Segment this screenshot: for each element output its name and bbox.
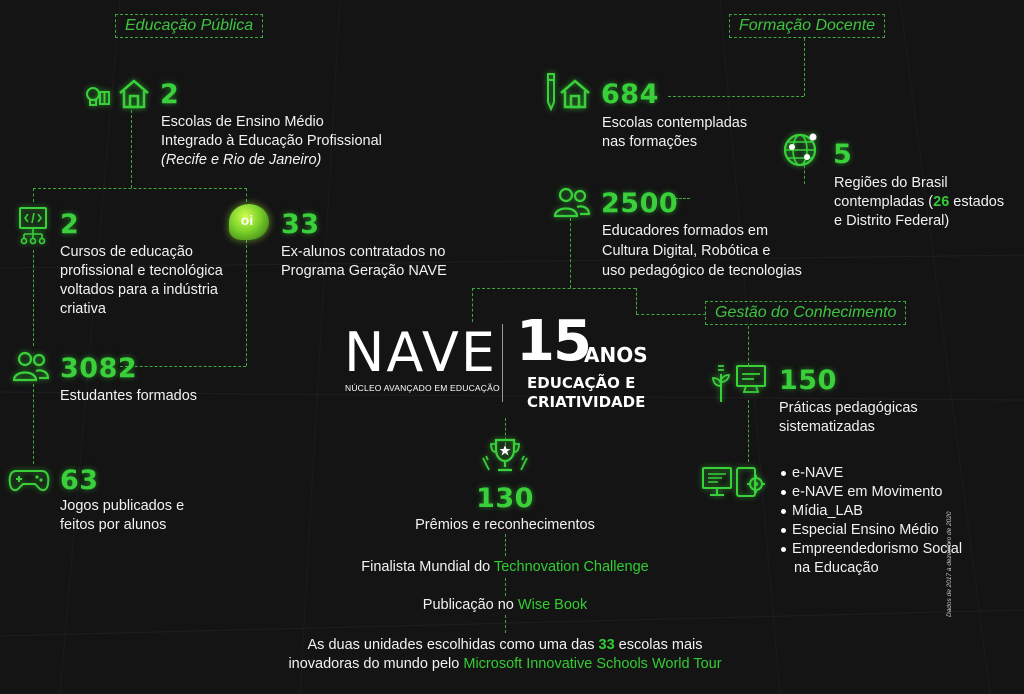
connector [505,534,506,556]
footnote: Dados de 2017 a dezembro de 2020 [946,511,953,617]
code-screen-icon [18,206,48,246]
bullet [781,547,786,552]
logo-divider [502,324,503,402]
plant-idea-icon [710,362,732,404]
connector [570,218,571,288]
tablet-gear-icon [734,466,766,498]
regioes-text-2-pre: contempladas ( [834,194,934,210]
escolas-number: 2 [160,79,180,110]
finalista-text [300,558,710,577]
cursos-text-1: Cursos de educação [60,244,193,260]
regioes-text-2-post: estados [949,194,1005,210]
exalunos-text-1: Ex-alunos contratados no [281,244,446,260]
publicacao-text [300,596,710,615]
heading-educacao-publica: Educação Pública [115,14,263,38]
connector [246,188,247,202]
contempladas-number: 684 [601,79,659,110]
praticas-list-item-1: e-NAVE [792,465,844,481]
unidades-33: 33 [598,637,615,653]
globe-pins-icon [782,130,822,168]
connector [131,110,132,188]
logo-15: 15 [516,309,590,374]
regioes-text-3: e Distrito Federal) [834,213,950,229]
cursos-text-4: criativa [60,301,106,317]
logo-anos: ANOS [584,343,648,367]
trophy-icon [480,436,530,476]
desktop-code-icon [700,466,734,498]
contempladas-text-1: Escolas contempladas [602,115,748,131]
nave-logo: NAVE [344,321,497,384]
praticas-number: 150 [779,365,837,396]
contempladas-text-2: nas formações [602,134,698,150]
oi-logo-text: oi [240,212,254,228]
microsoft-link: Microsoft Innovative Schools World Tour [463,656,722,672]
publicacao-pre: Publicação no [422,597,518,613]
praticas-list-item-2: e-NAVE em Movimento [792,484,943,500]
bullet [781,490,786,495]
people-icon [12,350,50,382]
connector [33,250,34,346]
school-house-icon [117,78,151,110]
connector [748,400,749,462]
regioes-text-1: Regiões do Brasil [834,175,948,191]
connector [33,188,34,202]
praticas-list-item-5: Empreendedorismo Social [792,541,963,557]
premios-number: 130 [476,483,534,514]
regioes-26: 26 [933,194,950,210]
praticas-list-item-5-cont: na Educação [794,560,879,576]
escolas-text-3: (Recife e Rio de Janeiro) [161,152,322,168]
inovadoras-text [255,655,755,674]
technovation-link: Technovation Challenge [493,559,649,575]
educadores-text-3: uso pedagógico de tecnologias [602,263,802,279]
finalista-pre: Finalista Mundial do [361,559,494,575]
connector [636,314,706,315]
educadores-text-2: Cultura Digital, Robótica e [602,243,771,259]
connector [472,288,636,289]
praticas-text-2: sistematizadas [779,419,875,435]
connector [505,615,506,633]
gamepad-icon [8,468,50,494]
cursos-number: 2 [60,209,80,240]
connector [668,96,804,97]
connector [472,288,473,322]
connector [748,326,749,366]
praticas-list-item-3: Mídia_LAB [792,503,863,519]
logo-tag-1: EDUCAÇÃO E [527,374,636,392]
connector [246,240,247,366]
cursos-text-3: voltados para a indústria [60,282,218,298]
people-icon [553,186,591,218]
jogos-text-2: feitos por alunos [60,517,167,533]
connector [33,384,34,464]
bullet [781,471,786,476]
connector [120,366,246,367]
oi-logo [229,204,269,240]
heading-formacao-docente: Formação Docente [729,14,885,38]
estudantes-text-1: Estudantes formados [60,388,198,404]
regioes-text-2 [834,193,1004,212]
pencil-icon [545,72,557,112]
regioes-number: 5 [833,139,853,170]
lightbulb-book-icon [84,84,112,110]
bullet [781,509,786,514]
escolas-text-1: Escolas de Ensino Médio [161,114,324,130]
connector [505,578,506,596]
school-house-icon [558,78,592,110]
unidades-pre: As duas unidades escolhidas como uma das [307,637,599,653]
wise-book-link: Wise Book [517,597,588,613]
jogos-number: 63 [60,465,99,496]
exalunos-number: 33 [281,209,320,240]
educadores-number: 2500 [601,188,679,219]
unidades-text [255,636,755,655]
praticas-text-1: Práticas pedagógicas [779,400,918,416]
connector [636,288,637,314]
monitor-icon [734,364,768,394]
inovadoras-pre: inovadoras do mundo pelo [288,656,464,672]
exalunos-text-2: Programa Geração NAVE [281,263,447,279]
cursos-text-2: profissional e tecnológica [60,263,223,279]
unidades-post: escolas mais [614,637,703,653]
bullet [781,528,786,533]
premios-label: Prêmios e reconhecimentos [415,517,595,533]
logo-tag-2: CRIATIVIDADE [527,393,646,411]
connector [804,38,805,96]
educadores-text-1: Educadores formados em [602,223,769,239]
escolas-text-2: Integrado à Educação Profissional [161,133,382,149]
connector [33,188,247,189]
jogos-text-1: Jogos publicados e [60,498,185,514]
praticas-list-item-4: Especial Ensino Médio [792,522,939,538]
estudantes-number: 3082 [60,353,138,384]
heading-gestao-conhecimento: Gestão do Conhecimento [705,301,906,325]
nave-logo-subtitle: NÚCLEO AVANÇADO EM EDUCAÇÃO [345,383,500,393]
